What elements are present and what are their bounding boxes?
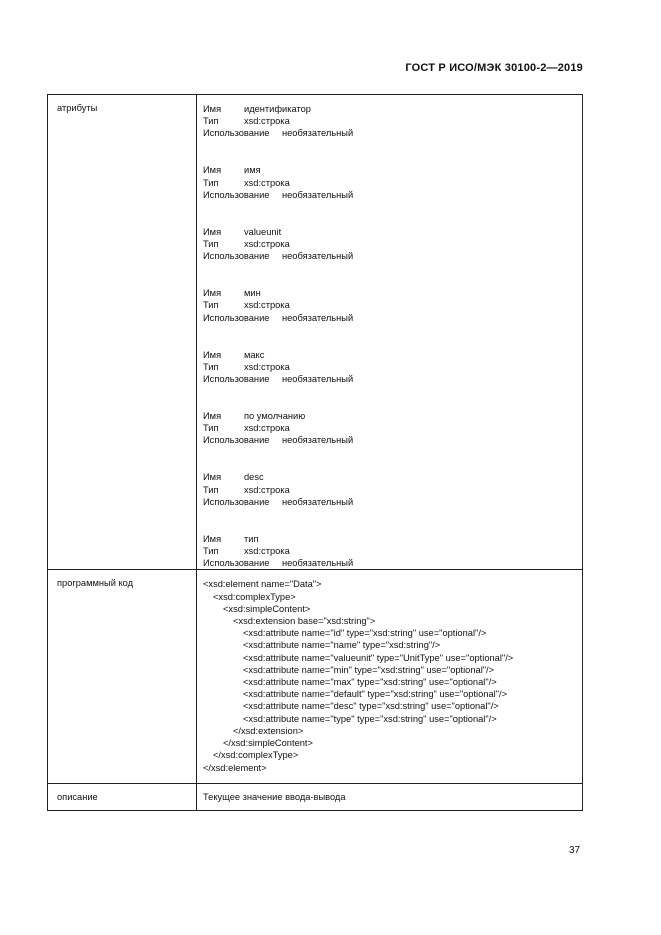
field-value: xsd:строка — [244, 300, 290, 311]
code-line: </xsd:element> — [203, 762, 267, 773]
attribute-name-row — [203, 226, 582, 238]
attribute-use-row — [203, 127, 582, 139]
code-cell — [197, 570, 583, 784]
code-line: <xsd:attribute name="desc" type="xsd:string" use="optional"/> — [243, 701, 499, 712]
field-key: Имя — [203, 165, 222, 176]
field-value: xsd:строка — [244, 423, 290, 434]
attribute-type-row — [203, 238, 582, 250]
code-line: </xsd:complexType> — [213, 750, 299, 761]
field-key: Тип — [203, 546, 219, 557]
field-value: valueunit — [244, 226, 282, 237]
field-value: макс — [244, 349, 265, 360]
field-key: Имя — [203, 349, 222, 360]
field-key: Тип — [203, 116, 219, 127]
field-key: Тип — [203, 177, 219, 188]
code-line: <xsd:attribute name="default" type="xsd:string" use="optional"/> — [243, 689, 508, 700]
field-value: desc — [244, 472, 264, 483]
attribute-list — [203, 103, 582, 569]
attribute-use-row — [203, 373, 582, 385]
attribute-type-row — [203, 422, 582, 434]
field-key: Тип — [203, 361, 219, 372]
attribute-block — [203, 226, 582, 263]
field-key: Использование — [203, 558, 270, 569]
code-line: <xsd:extension base="xsd:string"> — [233, 616, 376, 627]
field-key: Имя — [203, 288, 222, 299]
field-value: необязательный — [282, 558, 354, 569]
attribute-name-row — [203, 164, 582, 176]
code-label: программный код — [48, 570, 197, 784]
attribute-block — [203, 287, 582, 324]
attribute-use-row — [203, 557, 582, 569]
attribute-block — [203, 410, 582, 447]
field-value: необязательный — [282, 189, 354, 200]
field-key: Использование — [203, 189, 270, 200]
attribute-block — [203, 103, 582, 140]
field-key: Использование — [203, 128, 270, 139]
field-value: идентификатор — [244, 104, 311, 114]
field-key: Имя — [203, 411, 222, 422]
attribute-block — [203, 471, 582, 508]
attribute-name-row — [203, 287, 582, 299]
code-line: <xsd:attribute name="valueunit" type="UnitType" use="optional"/> — [243, 652, 514, 663]
field-key: Имя — [203, 472, 222, 483]
description-label: описание — [48, 784, 197, 811]
field-value: xsd:строка — [244, 484, 290, 495]
attribute-type-row — [203, 299, 582, 311]
field-value: необязательный — [282, 496, 354, 507]
spec-table — [47, 94, 583, 811]
attribute-use-row — [203, 189, 582, 201]
field-key: Использование — [203, 496, 270, 507]
attribute-type-row — [203, 484, 582, 496]
field-value: мин — [244, 288, 261, 299]
attribute-name-row — [203, 410, 582, 422]
field-value: xsd:строка — [244, 546, 290, 557]
code-line: <xsd:complexType> — [213, 591, 296, 602]
document-header: ГОСТ Р ИСО/МЭК 30100-2—2019 — [405, 62, 583, 74]
attribute-use-row — [203, 312, 582, 324]
field-value: необязательный — [282, 435, 354, 446]
field-key: Тип — [203, 300, 219, 311]
field-key: Имя — [203, 104, 222, 114]
attribute-type-row — [203, 115, 582, 127]
field-value: необязательный — [282, 128, 354, 139]
attribute-use-row — [203, 250, 582, 262]
field-value: xsd:строка — [244, 116, 290, 127]
attributes-cell — [197, 95, 583, 570]
attribute-block — [203, 349, 582, 386]
attribute-type-row — [203, 361, 582, 373]
field-key: Имя — [203, 533, 222, 544]
table-row-code — [48, 570, 583, 784]
field-value: имя — [244, 165, 261, 176]
field-key: Тип — [203, 239, 219, 250]
code-line: <xsd:element name="Data"> — [203, 579, 322, 590]
field-value: xsd:строка — [244, 177, 290, 188]
field-key: Тип — [203, 423, 219, 434]
field-value: тип — [244, 533, 259, 544]
code-line: <xsd:attribute name="id" type="xsd:string" use="optional"/> — [243, 628, 487, 639]
field-key: Использование — [203, 374, 270, 385]
attribute-name-row — [203, 349, 582, 361]
attribute-type-row — [203, 177, 582, 189]
field-value: необязательный — [282, 374, 354, 385]
field-value: xsd:строка — [244, 239, 290, 250]
field-key: Имя — [203, 226, 222, 237]
description-value: Текущее значение ввода-вывода — [197, 784, 583, 811]
code-line: <xsd:attribute name="max" type="xsd:string" use="optional"/> — [243, 677, 497, 688]
field-value: xsd:строка — [244, 361, 290, 372]
code-line: <xsd:attribute name="type" type="xsd:string" use="optional"/> — [243, 713, 497, 724]
table-row-attributes — [48, 95, 583, 570]
field-value: по умолчанию — [244, 411, 306, 422]
attribute-type-row — [203, 545, 582, 557]
field-key: Тип — [203, 484, 219, 495]
table-row-description — [48, 784, 583, 811]
code-line: </xsd:simpleContent> — [223, 738, 313, 749]
attribute-use-row — [203, 496, 582, 508]
attribute-name-row — [203, 103, 582, 115]
code-line: <xsd:attribute name="name" type="xsd:string"/> — [243, 640, 441, 651]
attribute-block — [203, 533, 582, 570]
attribute-name-row — [203, 533, 582, 545]
field-key: Использование — [203, 251, 270, 262]
code-line: </xsd:extension> — [233, 725, 304, 736]
code-line: <xsd:simpleContent> — [223, 603, 311, 614]
field-key: Использование — [203, 312, 270, 323]
field-value: необязательный — [282, 251, 354, 262]
attribute-name-row — [203, 471, 582, 483]
attributes-label: атрибуты — [48, 95, 197, 570]
field-key: Использование — [203, 435, 270, 446]
code-block — [203, 578, 582, 773]
code-line: <xsd:attribute name="min" type="xsd:string" use="optional"/> — [243, 664, 495, 675]
field-value: необязательный — [282, 312, 354, 323]
attribute-block — [203, 164, 582, 201]
page-number: 37 — [569, 845, 581, 856]
attribute-use-row — [203, 434, 582, 446]
